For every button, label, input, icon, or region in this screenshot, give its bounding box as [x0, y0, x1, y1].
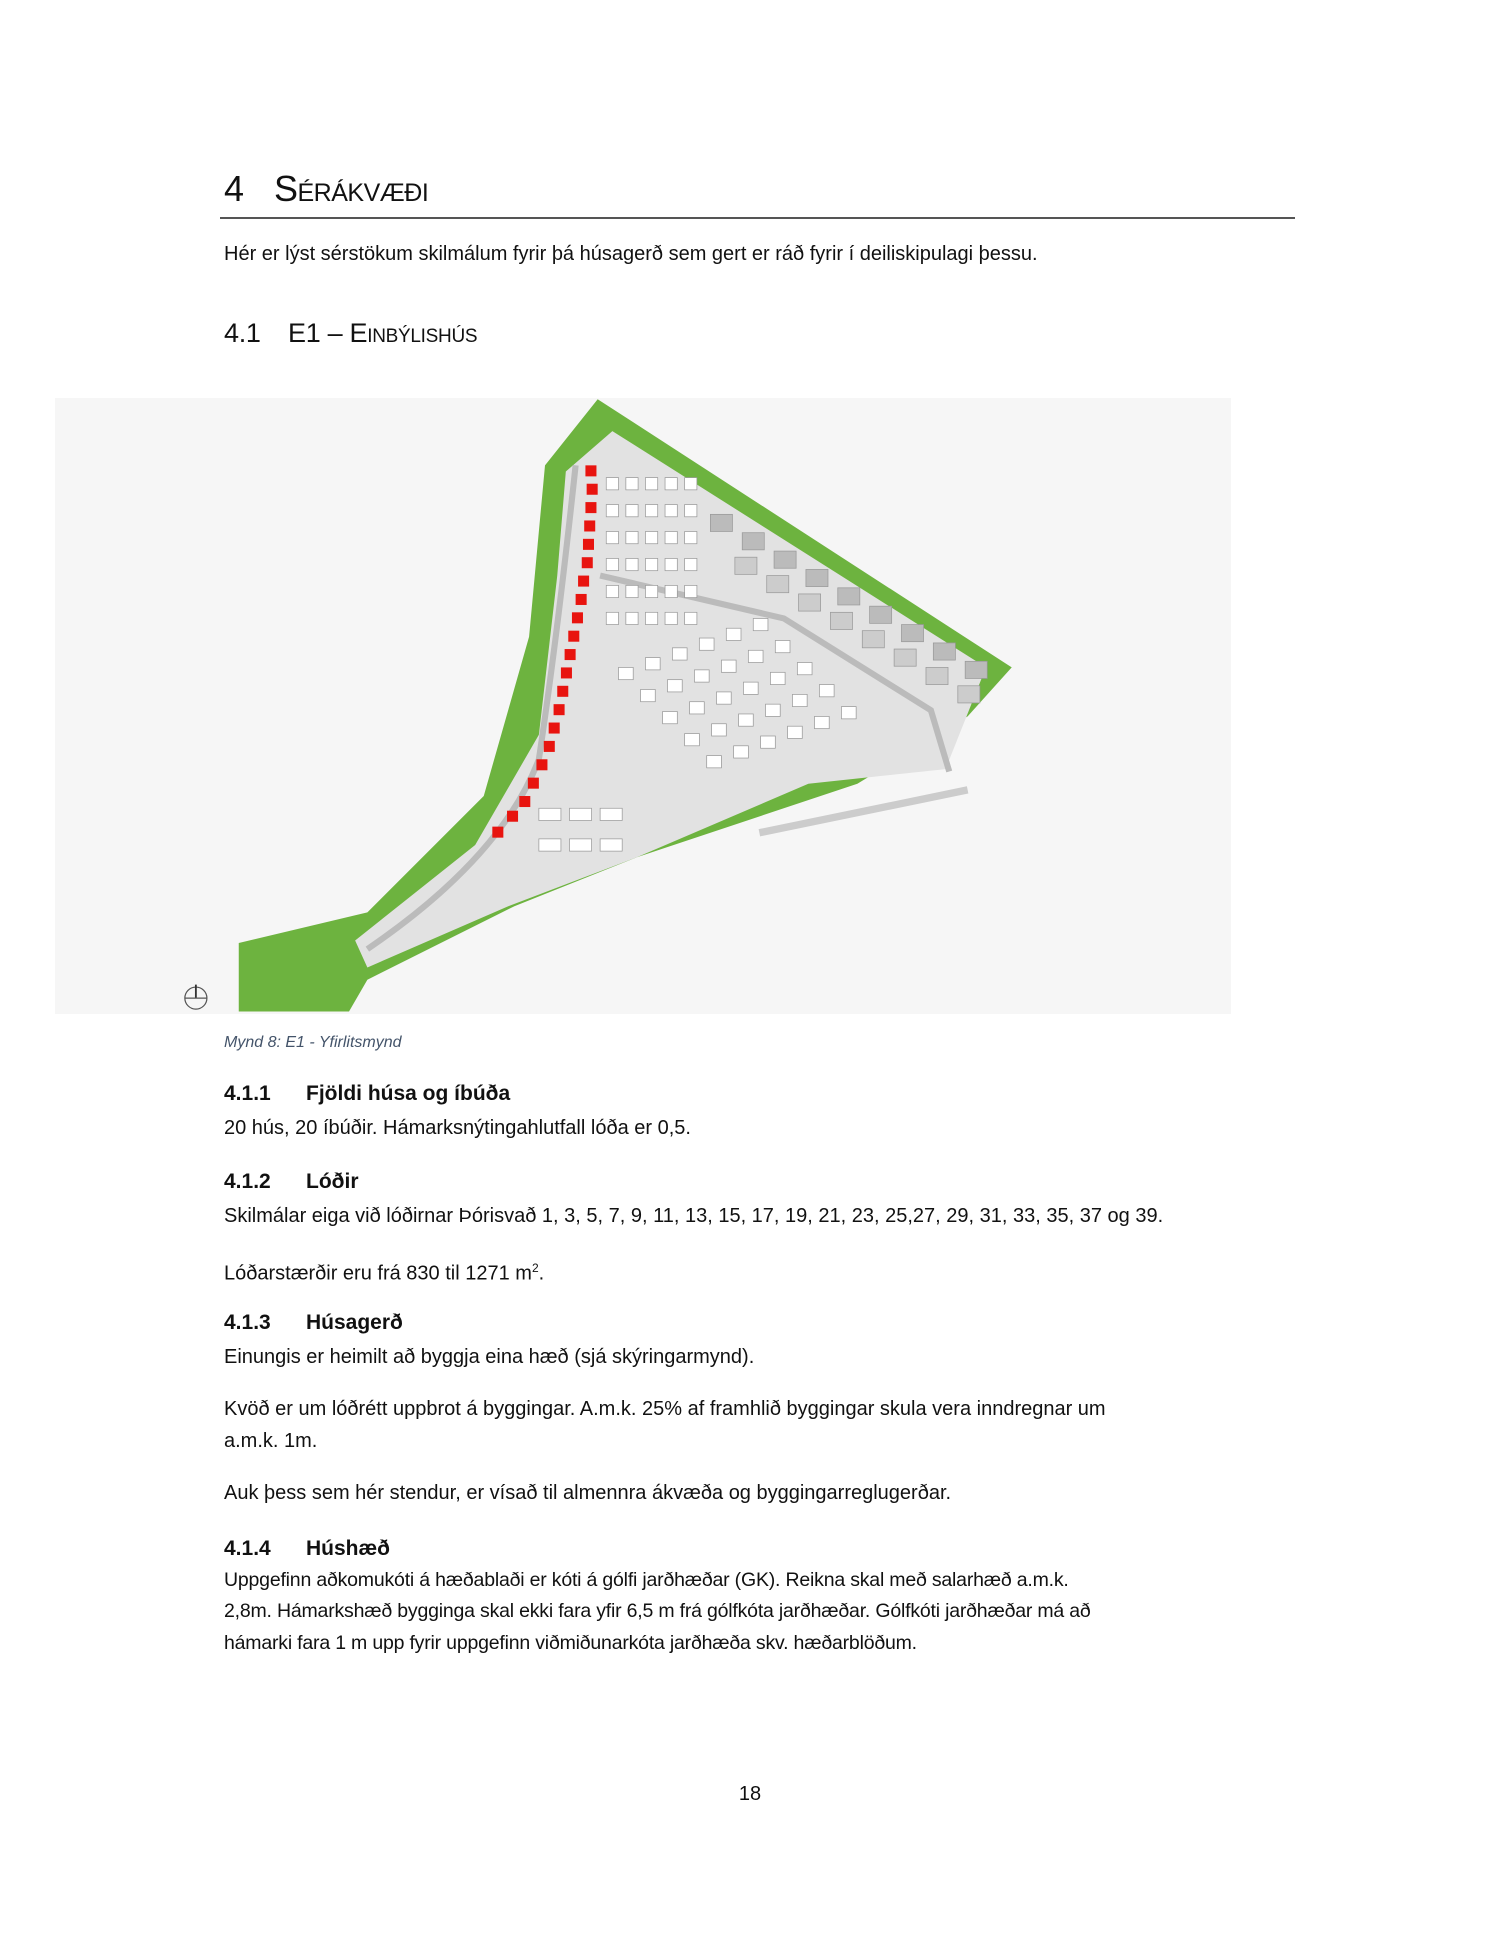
single-family-house	[576, 594, 587, 605]
building	[645, 531, 657, 543]
single-family-house	[492, 827, 503, 838]
building	[830, 612, 852, 629]
single-family-house	[549, 723, 560, 734]
paragraph: Kvöð er um lóðrétt uppbrot á byggingar. A.m.k. 25% af framhlið byggingar skula vera inndregnar um	[224, 1398, 1106, 1420]
building	[901, 625, 923, 642]
building	[685, 505, 697, 517]
building	[665, 505, 677, 517]
heading-4-1-1: 4.1.1 Fjöldi húsa og íbúða	[224, 1082, 511, 1105]
building	[645, 558, 657, 570]
single-family-house	[557, 686, 568, 697]
subsection-heading: 4.1 E1 – Einbýlishús	[224, 318, 478, 348]
building	[685, 612, 697, 624]
building	[699, 638, 714, 650]
building	[645, 505, 657, 517]
single-family-house	[584, 520, 595, 531]
building	[606, 558, 618, 570]
single-family-house	[544, 741, 555, 752]
building	[838, 588, 860, 605]
page-number: 18	[738, 1783, 762, 1805]
building	[626, 612, 638, 624]
paragraph: Skilmálar eiga við lóðirnar Þórisvað 1, 3, 5, 7, 9, 11, 13, 15, 17, 19, 21, 23, 25,27, 29, 31, 33, 35, 37 og 39.	[224, 1205, 1164, 1227]
heading-4-1-2: 4.1.2 Lóðir	[224, 1170, 359, 1193]
single-family-house	[583, 539, 594, 550]
building	[761, 736, 776, 748]
building	[570, 808, 592, 820]
building	[626, 478, 638, 490]
paragraph: Auk þess sem hér stendur, er vísað til almennra ákvæða og byggingarreglugerðar.	[224, 1482, 952, 1504]
building	[665, 531, 677, 543]
single-family-house	[519, 796, 530, 807]
building	[539, 808, 561, 820]
building	[600, 808, 622, 820]
paragraph: Uppgefinn aðkomukóti á hæðablaði er kóti á gólfi jarðhæðar (GK). Reikna skal með salarhæð a.m.k.	[224, 1569, 1069, 1591]
building	[645, 478, 657, 490]
building	[721, 660, 736, 672]
building	[965, 661, 987, 678]
single-family-house	[536, 759, 547, 770]
building	[626, 505, 638, 517]
building	[672, 648, 687, 660]
building	[685, 585, 697, 597]
building	[870, 606, 892, 623]
building	[665, 585, 677, 597]
building	[797, 663, 812, 675]
building	[539, 839, 561, 851]
heading-4-1-4: 4.1.4 Húshæð	[224, 1537, 390, 1560]
building	[739, 714, 754, 726]
building	[815, 716, 830, 728]
heading-rule	[220, 217, 1295, 219]
building	[645, 658, 660, 670]
building	[619, 667, 634, 679]
single-family-house	[561, 667, 572, 678]
building	[641, 689, 656, 701]
single-family-house	[528, 778, 539, 789]
building	[626, 585, 638, 597]
figure-caption: Mynd 8: E1 - Yfirlitsmynd	[224, 1034, 402, 1051]
building	[685, 531, 697, 543]
heading-4-1-3: 4.1.3 Húsagerð	[224, 1311, 403, 1334]
building	[742, 533, 764, 550]
building	[626, 558, 638, 570]
building	[606, 478, 618, 490]
building	[690, 702, 705, 714]
single-family-house	[572, 612, 583, 623]
building	[645, 585, 657, 597]
building	[570, 839, 592, 851]
single-family-house	[565, 649, 576, 660]
paragraph: Lóðarstærðir eru frá 830 til 1271 $m^2$.	[224, 1261, 545, 1285]
building	[663, 712, 678, 724]
single-family-house	[587, 484, 598, 495]
building	[685, 558, 697, 570]
building	[735, 557, 757, 574]
single-family-house	[585, 502, 596, 513]
building	[694, 670, 709, 682]
paragraph: 20 hús, 20 íbúðir. Hámarksnýtingahlutfall lóða er 0,5.	[224, 1117, 691, 1139]
building	[748, 650, 763, 662]
building	[668, 680, 683, 692]
building	[788, 726, 803, 738]
building	[726, 628, 741, 640]
single-family-house	[554, 704, 565, 715]
building	[894, 649, 916, 666]
building	[606, 612, 618, 624]
building	[600, 839, 622, 851]
single-family-house	[582, 557, 593, 568]
building	[645, 612, 657, 624]
building	[665, 558, 677, 570]
building	[685, 478, 697, 490]
intro-text: Hér er lýst sérstökum skilmálum fyrir þá húsagerð sem gert er ráð fyrir í deiliskipulagi þessu.	[224, 243, 1038, 265]
section-heading: 4 Sérákvæði	[224, 168, 429, 209]
building	[933, 643, 955, 660]
building	[774, 551, 796, 568]
paragraph: 2,8m. Hámarkshæð bygginga skal ekki fara yfir 6,5 m frá gólfkóta jarðhæðar. Gólfkóti jarðhæðar má að	[224, 1600, 1091, 1622]
building	[710, 514, 732, 531]
building	[717, 692, 732, 704]
building	[707, 756, 722, 768]
building	[806, 569, 828, 586]
paragraph: a.m.k. 1m.	[224, 1430, 318, 1452]
building	[792, 694, 807, 706]
building	[926, 667, 948, 684]
single-family-house	[578, 576, 589, 587]
building	[753, 618, 768, 630]
single-family-house	[507, 811, 518, 822]
building	[767, 576, 789, 593]
paragraph: Einungis er heimilt að byggja eina hæð (sjá skýringarmynd).	[224, 1346, 755, 1368]
site-plan-figure	[55, 398, 1231, 1014]
building	[862, 631, 884, 648]
building	[770, 672, 785, 684]
single-family-house	[568, 631, 579, 642]
building	[606, 505, 618, 517]
building	[626, 531, 638, 543]
building	[685, 734, 700, 746]
building	[734, 746, 749, 758]
paragraph: hámarki fara 1 m upp fyrir uppgefinn viðmiðunarkóta jarðhæða skv. hæðarblöðum.	[224, 1632, 917, 1654]
building	[665, 478, 677, 490]
building	[743, 682, 758, 694]
building	[712, 724, 727, 736]
building	[841, 707, 856, 719]
building	[766, 704, 781, 716]
building	[958, 686, 980, 703]
building	[606, 585, 618, 597]
single-family-house	[585, 465, 596, 476]
building	[819, 685, 834, 697]
building	[799, 594, 821, 611]
building	[665, 612, 677, 624]
building	[775, 640, 790, 652]
building	[606, 531, 618, 543]
